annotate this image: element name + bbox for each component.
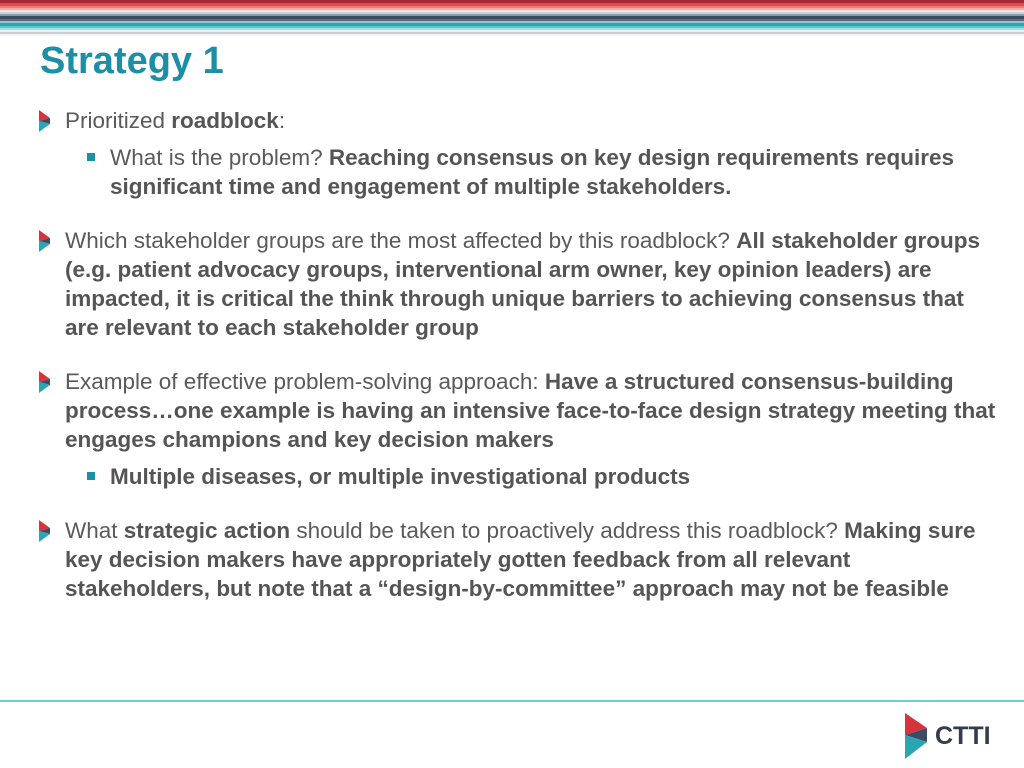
header-color-stripes bbox=[0, 0, 1024, 36]
bullet-text: : bbox=[278, 108, 286, 133]
chevron-arrow-icon bbox=[36, 371, 54, 393]
bullet-text: What bbox=[65, 518, 124, 543]
bullet-bold: All stakeholder groups (e.g. patient advocacy groups, interventional arm owner, key opinion leaders) are impacted, it is critical the think through unique barriers to achieving consensus that are relevant to each stakeholder group bbox=[65, 228, 981, 340]
bullet-text: should be taken to proactively address this roadblock? bbox=[290, 518, 845, 543]
bullet-text: Which stakeholder groups are the most affected by this roadblock? bbox=[65, 228, 737, 253]
bullet-bold: Making sure key decision makers have appropriately gotten feedback from all relevant stakeholders, but note that a “design-by-committee” approach may not be feasible bbox=[65, 518, 976, 601]
bullet-stakeholders bbox=[36, 226, 996, 342]
bullet-bold: Have a structured consensus-building process…one example is having an intensive face-to-face design strategy meeting that engages champions and key decision makers bbox=[65, 369, 996, 452]
bullet-approach bbox=[36, 367, 996, 491]
square-bullet-icon bbox=[87, 153, 95, 161]
slide-title: Strategy 1 bbox=[40, 40, 224, 82]
sub-bullet-diseases bbox=[36, 462, 996, 491]
ctti-logo-text: CTTI bbox=[935, 722, 991, 750]
footer-divider bbox=[0, 700, 1024, 702]
chevron-arrow-icon bbox=[36, 110, 54, 132]
sub-bullet-text: What is the problem? bbox=[110, 145, 329, 170]
sub-bullet-bold: Reaching consensus on key design requirements requires significant time and engagement of multiple stakeholders. bbox=[110, 145, 955, 199]
bullet-text: Example of effective problem-solving approach: bbox=[65, 369, 545, 394]
sub-bullet-problem bbox=[36, 143, 996, 201]
chevron-arrow-icon bbox=[36, 230, 54, 252]
bullet-strategic-action bbox=[36, 516, 996, 603]
chevron-arrow-icon bbox=[36, 520, 54, 542]
bullet-roadblock bbox=[36, 106, 996, 201]
sub-bullet-bold: Multiple diseases, or multiple investigational products bbox=[110, 464, 691, 489]
bullet-text: Prioritized bbox=[65, 108, 172, 133]
bullet-bold: roadblock bbox=[171, 108, 279, 133]
bullet-bold: strategic action bbox=[123, 518, 291, 543]
square-bullet-icon bbox=[87, 472, 95, 480]
slide-content bbox=[36, 106, 996, 603]
